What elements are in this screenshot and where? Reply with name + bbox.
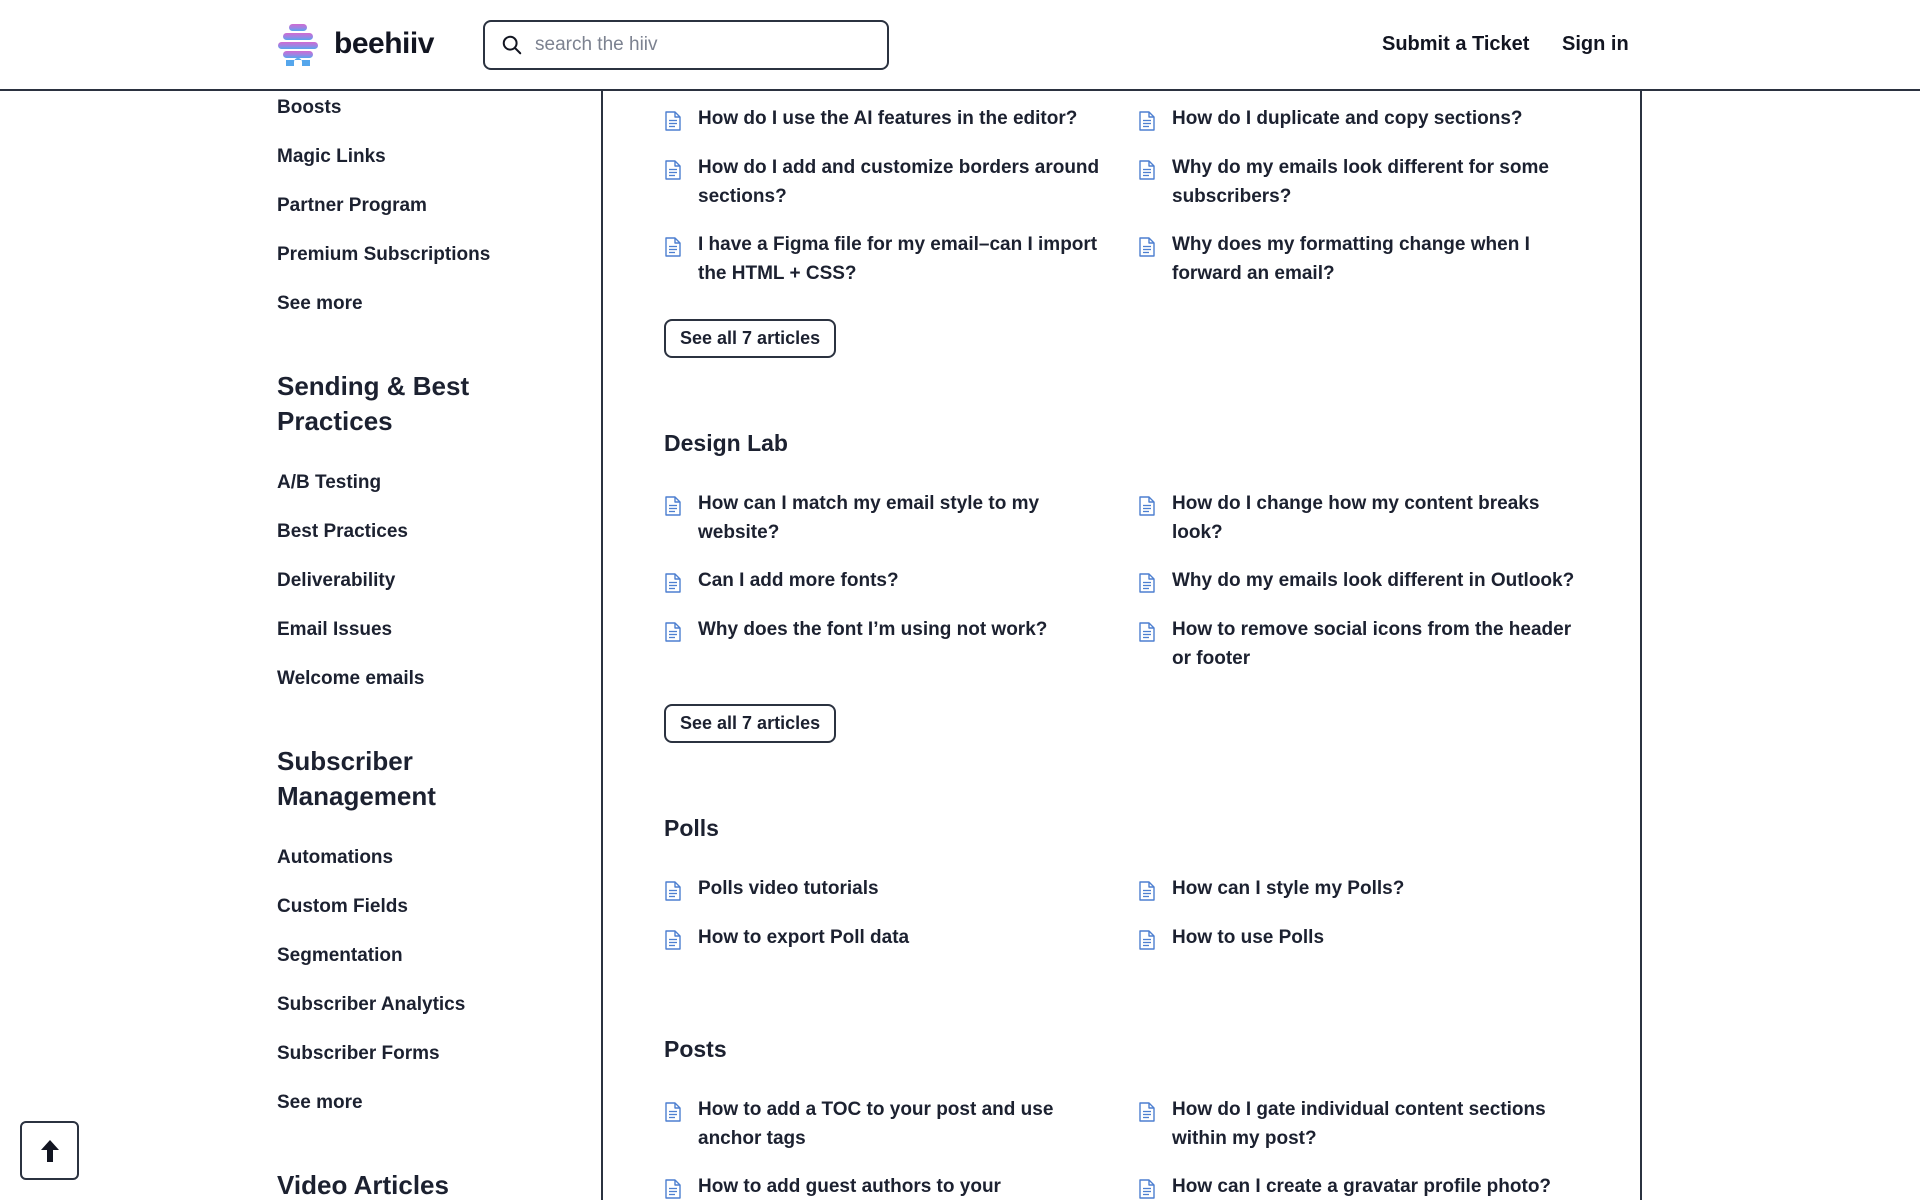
article-link[interactable] [1138, 158, 1592, 211]
article-title: How do I use the AI features in the editor? [698, 108, 1078, 129]
article-link[interactable] [664, 1100, 1118, 1153]
document-icon [664, 573, 682, 593]
article-link[interactable] [1138, 1177, 1592, 1200]
article-title: How can I create a gravatar profile photo? [1172, 1176, 1552, 1197]
sidebar-heading-sending: Sending & Best Practices [277, 371, 470, 436]
content-divider-right [1640, 91, 1642, 1200]
see-all-articles-button[interactable]: See all 7 articles [664, 319, 836, 358]
section-title-posts[interactable]: Posts [664, 1036, 727, 1062]
article-title: Why do my emails look different in Outlook? [1172, 570, 1575, 591]
arrow-up-icon [38, 1137, 62, 1165]
sidebar-item-subscriber-forms[interactable]: Subscriber Forms [277, 1043, 440, 1064]
sidebar-see-more[interactable]: See more [277, 293, 363, 314]
sidebar-item-ab-testing[interactable]: A/B Testing [277, 472, 382, 493]
section-title-design-lab[interactable]: Design Lab [664, 430, 788, 456]
document-icon [1138, 1102, 1156, 1122]
article-link[interactable] [664, 109, 1118, 134]
document-icon [664, 1179, 682, 1199]
document-icon [664, 160, 682, 180]
article-title: How do I add and customize borders around sections? [698, 157, 1100, 207]
back-to-top-button[interactable] [20, 1121, 79, 1180]
site-header [0, 0, 1920, 91]
document-icon [664, 496, 682, 516]
sidebar-item-deliverability[interactable]: Deliverability [277, 570, 396, 591]
article-title: How can I style my Polls? [1172, 878, 1405, 899]
sidebar-item-premium-subscriptions[interactable]: Premium Subscriptions [277, 244, 491, 265]
article-title: How to add guest authors to your [698, 1176, 1001, 1197]
article-title: How to remove social icons from the header or footer [1172, 619, 1572, 669]
sidebar-see-more[interactable]: See more [277, 1092, 363, 1113]
document-icon [1138, 496, 1156, 516]
article-link[interactable] [664, 928, 1118, 953]
sidebar-item-welcome-emails[interactable]: Welcome emails [277, 668, 425, 689]
document-icon [664, 622, 682, 642]
article-link[interactable] [1138, 620, 1592, 673]
sidebar-item-segmentation[interactable]: Segmentation [277, 945, 403, 966]
article-link[interactable] [1138, 928, 1592, 953]
logo[interactable] [276, 22, 434, 66]
sidebar-item-custom-fields[interactable]: Custom Fields [277, 896, 408, 917]
article-title: How do I gate individual content sections within my post? [1172, 1099, 1546, 1149]
sidebar-item-partner-program[interactable]: Partner Program [277, 195, 427, 216]
document-icon [1138, 237, 1156, 257]
article-title: How to add a TOC to your post and use anchor tags [698, 1099, 1054, 1149]
sidebar-item-best-practices[interactable]: Best Practices [277, 521, 408, 542]
beehive-logo-icon [276, 22, 320, 66]
section-title-polls[interactable]: Polls [664, 815, 719, 841]
document-icon [664, 881, 682, 901]
document-icon [1138, 111, 1156, 131]
document-icon [1138, 160, 1156, 180]
article-link[interactable] [664, 158, 1118, 211]
sign-in-link[interactable]: Sign in [1562, 33, 1629, 55]
article-title: Can I add more fonts? [698, 570, 899, 591]
article-title: Why does the font I’m using not work? [698, 619, 1048, 640]
search-icon [501, 34, 523, 56]
article-link[interactable] [664, 571, 1118, 596]
article-link[interactable] [664, 1177, 1118, 1200]
sidebar-heading-subscriber: Subscriber Management [277, 746, 436, 811]
article-link[interactable] [664, 620, 1118, 645]
document-icon [1138, 622, 1156, 642]
article-title: How to use Polls [1172, 927, 1325, 948]
article-link[interactable] [664, 879, 1118, 904]
article-title: Polls video tutorials [698, 878, 879, 899]
article-link[interactable] [1138, 1100, 1592, 1153]
article-link[interactable] [1138, 235, 1592, 288]
article-title: How to export Poll data [698, 927, 910, 948]
document-icon [664, 237, 682, 257]
sidebar-item-email-issues[interactable]: Email Issues [277, 619, 393, 640]
sidebar-heading-video: Video Articles [277, 1170, 449, 1200]
document-icon [664, 930, 682, 950]
search-box[interactable] [483, 20, 889, 70]
article-title: I have a Figma file for my email–can I import the HTML + CSS? [698, 234, 1098, 284]
article-title: How can I match my email style to my website? [698, 493, 1040, 543]
article-title: Why does my formatting change when I forward an email? [1172, 234, 1530, 284]
document-icon [664, 1102, 682, 1122]
article-link[interactable] [1138, 494, 1592, 547]
article-title: How do I duplicate and copy sections? [1172, 108, 1523, 129]
sidebar-item-boosts[interactable]: Boosts [277, 97, 342, 118]
article-link[interactable] [1138, 879, 1592, 904]
sidebar-item-automations[interactable]: Automations [277, 847, 394, 868]
see-all-articles-button[interactable]: See all 7 articles [664, 704, 836, 743]
article-link[interactable] [1138, 571, 1592, 596]
document-icon [1138, 573, 1156, 593]
content-divider-left [601, 91, 603, 1200]
sidebar-item-magic-links[interactable]: Magic Links [277, 146, 386, 167]
article-title: How do I change how my content breaks look? [1172, 493, 1540, 543]
article-link[interactable] [664, 235, 1118, 288]
article-link[interactable] [1138, 109, 1592, 134]
submit-ticket-link[interactable]: Submit a Ticket [1382, 33, 1530, 55]
sidebar-item-subscriber-analytics[interactable]: Subscriber Analytics [277, 994, 466, 1015]
document-icon [1138, 1179, 1156, 1199]
article-link[interactable] [664, 494, 1118, 547]
article-title: Why do my emails look different for some subscribers? [1172, 157, 1549, 207]
search-input[interactable] [535, 34, 865, 56]
logo-text: beehiiv [334, 27, 434, 60]
document-icon [664, 111, 682, 131]
document-icon [1138, 881, 1156, 901]
document-icon [1138, 930, 1156, 950]
